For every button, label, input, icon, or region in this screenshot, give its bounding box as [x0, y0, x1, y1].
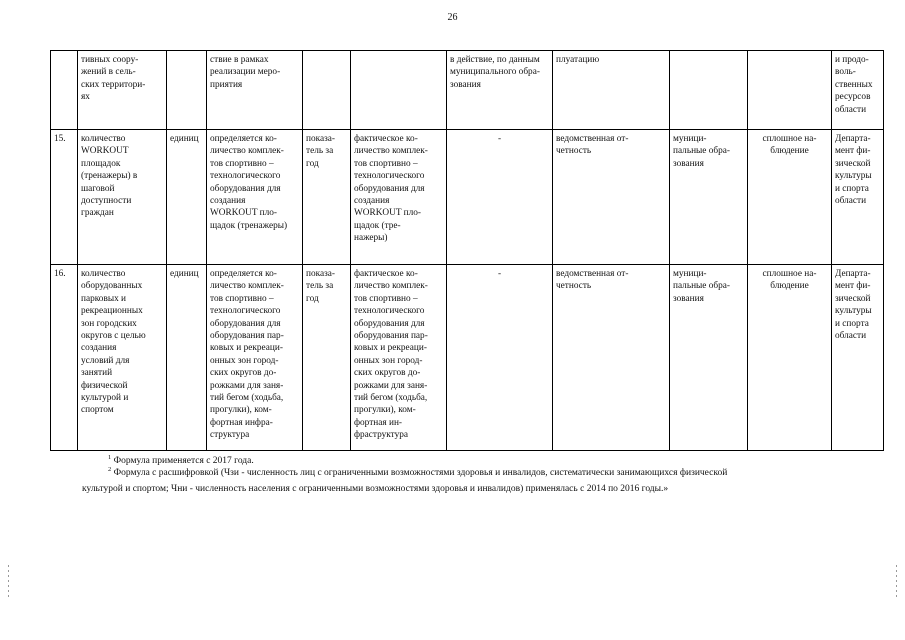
cell-base: фактическое ко- личество комплек- тов спортивно – технологического оборудования для создания WORKOUT пло- щадок (тре- нажеры) — [351, 130, 447, 265]
row-number: 16. — [51, 265, 78, 451]
cell-source: ведомственная от- четность — [553, 130, 670, 265]
cell-observation: сплошное на- блюдение — [748, 265, 832, 451]
footnote-mark: 2 — [108, 466, 112, 473]
cell-period — [303, 51, 351, 130]
cell-indicator: количество WORKOUT площадок (тренажеры) в шаговой доступности граждан — [78, 130, 167, 265]
cell-unit: единиц — [167, 265, 207, 451]
scan-edge-mark — [896, 565, 897, 599]
cell-method: ствие в рамках реализации меро- приятия — [207, 51, 303, 130]
cell-base-desc: в действие, по данным муниципального обра- зования — [447, 51, 553, 130]
footnote-2-continuation: культурой и спортом; Чни - численность населения с ограниченными возможностями здоровья и инвалидов) применялась с 2014 по 2016 годы.» — [82, 484, 669, 494]
cell-source: плуатацию — [553, 51, 670, 130]
cell-source: ведомственная от- четность — [553, 265, 670, 451]
footnote-2: $^2$ Формула с расшифровкой (Чзи - численность лиц с ограниченными возможностями здоровья и инвалидов, систематически занимающихся физической — [108, 466, 728, 478]
cell-subject: муници- пальные обра- зования — [670, 130, 748, 265]
cell-period: показа- тель за год — [303, 265, 351, 451]
cell-observation — [748, 51, 832, 130]
cell-num — [51, 51, 78, 130]
table-row-continuation — [51, 51, 884, 130]
cell-indicator: количество оборудованных парковых и рекреационных зон городских округов с целью создания условий для занятий физической культурой и спортом — [78, 265, 167, 451]
footnote-1: $^1$ Формула применяется с 2017 года. — [108, 454, 254, 466]
cell-observation: сплошное на- блюдение — [748, 130, 832, 265]
cell-method: определяется ко- личество комплек- тов спортивно – технологического оборудования для создания WORKOUT пло- щадок (тренажеры) — [207, 130, 303, 265]
cell-base-desc: - — [447, 265, 553, 451]
cell-responsible: Департа- мент фи- зической культуры и спорта области — [832, 265, 884, 451]
cell-responsible: Департа- мент фи- зической культуры и спорта области — [832, 130, 884, 265]
cell-period: показа- тель за год — [303, 130, 351, 265]
table-row — [51, 265, 884, 451]
cell-base — [351, 51, 447, 130]
cell-subject — [670, 51, 748, 130]
page-number: 26 — [447, 12, 458, 23]
indicators-table — [50, 50, 884, 451]
cell-method: определяется ко- личество комплек- тов спортивно – технологического оборудования для оборудования пар- ковых и рекреаци- онных зон город- ских округов до- рожками для заня- тий бегом (ходьба, прогулки), ком- фортная инфра- структура — [207, 265, 303, 451]
cell-indicator: тивных соору- жений в сель- ских территори- ях — [78, 51, 167, 130]
cell-responsible: и продо- воль- ственных ресурсов области — [832, 51, 884, 130]
cell-subject: муници- пальные обра- зования — [670, 265, 748, 451]
footnote-mark: 1 — [108, 454, 112, 461]
table-row — [51, 130, 884, 265]
row-number: 15. — [51, 130, 78, 265]
cell-unit — [167, 51, 207, 130]
cell-base: фактическое ко- личество комплек- тов спортивно – технологического оборудования для оборудования пар- ковых и рекреаци- онных зон город- ских округов до- рожками для заня- тий бегом (ходьба, прогулки), ком- фортная ин- фраструктура — [351, 265, 447, 451]
scan-edge-mark — [8, 565, 9, 599]
cell-base-desc: - — [447, 130, 553, 265]
cell-unit: единиц — [167, 130, 207, 265]
